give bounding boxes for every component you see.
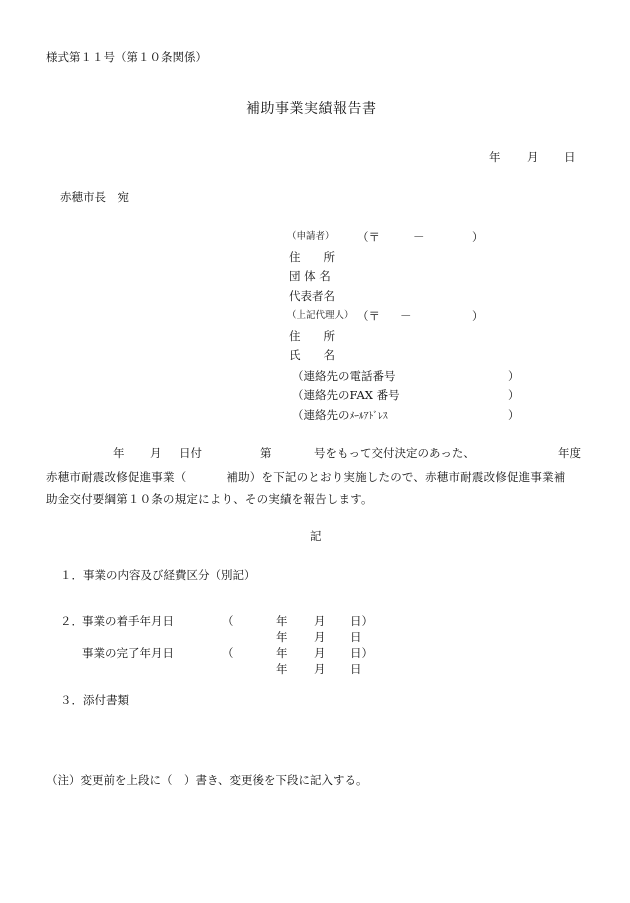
item3: ３．添付書類 (60, 693, 129, 707)
start-paren-open: （ (222, 614, 234, 628)
start-year: 年 (276, 614, 288, 628)
end-day-close: 日） (350, 646, 373, 660)
contact-fax-close: ） (508, 388, 520, 402)
agent-postal-open: （〒 (357, 309, 380, 323)
item2-number: ２． (60, 614, 83, 628)
body-month: 月 (150, 446, 162, 460)
body-line2 (46, 472, 565, 484)
end-lower-month: 月 (314, 662, 326, 676)
item2-start-label: 事業の着手年月日 (82, 614, 174, 628)
contact-phone-close: ） (508, 369, 520, 383)
start-month: 月 (314, 614, 326, 628)
start-lower-year: 年 (276, 630, 288, 644)
agent-name-label: 氏 名 (289, 348, 335, 362)
body-line3: 助金交付要綱第１０条の規定により、その実績を報告します。 (46, 492, 373, 506)
footnote: （注）変更前を上段に（ ）書き、変更後を下段に記入する。 (46, 773, 368, 787)
date-month-label: 月 (527, 150, 539, 164)
applicant-postal-close: ） (472, 230, 484, 244)
contact-email-label-b: ﾒｰﾙｱﾄﾞﾚｽ (349, 411, 388, 422)
body-line1-text: 号をもって交付決定のあった、 (314, 446, 475, 460)
body-day: 日付 (179, 446, 202, 460)
item1: １．事業の内容及び経費区分（別記） (60, 568, 256, 582)
end-lower-day: 日 (350, 662, 362, 676)
start-lower-day: 日 (350, 630, 362, 644)
body-dai: 第 (260, 446, 272, 460)
document-title: 補助事業実績報告書 (246, 101, 377, 117)
applicant-rep-label: 代表者名 (289, 289, 335, 303)
body-year: 年 (113, 446, 125, 460)
contact-email-label-a: （連絡先の (292, 408, 350, 422)
start-day-close: 日） (350, 614, 373, 628)
applicant-address-label: 住 所 (289, 250, 335, 264)
ki-label: 記 (310, 529, 322, 543)
agent-postal-close: ） (472, 309, 484, 323)
end-month: 月 (314, 646, 326, 660)
recipient: 赤穂市長 宛 (60, 190, 129, 204)
agent-address-label: 住 所 (289, 329, 335, 343)
date-year-label: 年 (489, 150, 501, 164)
applicant-org-label: 団 体 名 (289, 269, 331, 283)
start-lower-month: 月 (314, 630, 326, 644)
item2-end-label: 事業の完了年月日 (82, 646, 174, 660)
contact-email-close: ） (508, 408, 520, 422)
contact-phone-label: （連絡先の電話番号 (292, 369, 396, 383)
end-paren-open: （ (222, 646, 234, 660)
body-line2-a: 赤穂市耐震改修促進事業（ (46, 470, 187, 484)
applicant-label: （申請者） (287, 231, 335, 242)
end-year: 年 (276, 646, 288, 660)
agent-postal-dash: － (400, 309, 412, 323)
contact-fax-label: （連絡先のFAX 番号 (292, 388, 400, 402)
body-fiscal-year: 年度 (558, 446, 581, 460)
body-line2-b: 補助）を下記のとおり実施したので、赤穂市耐震改修促進事業補 (226, 470, 566, 484)
date-day-label: 日 (564, 150, 576, 164)
form-number: 様式第１１号（第１０条関係） (46, 50, 207, 64)
applicant-postal-dash: － (413, 230, 425, 244)
contact-email-label (292, 410, 388, 422)
agent-label: （上記代理人） (287, 310, 354, 321)
end-lower-year: 年 (276, 662, 288, 676)
applicant-postal-open: （〒 (357, 230, 380, 244)
